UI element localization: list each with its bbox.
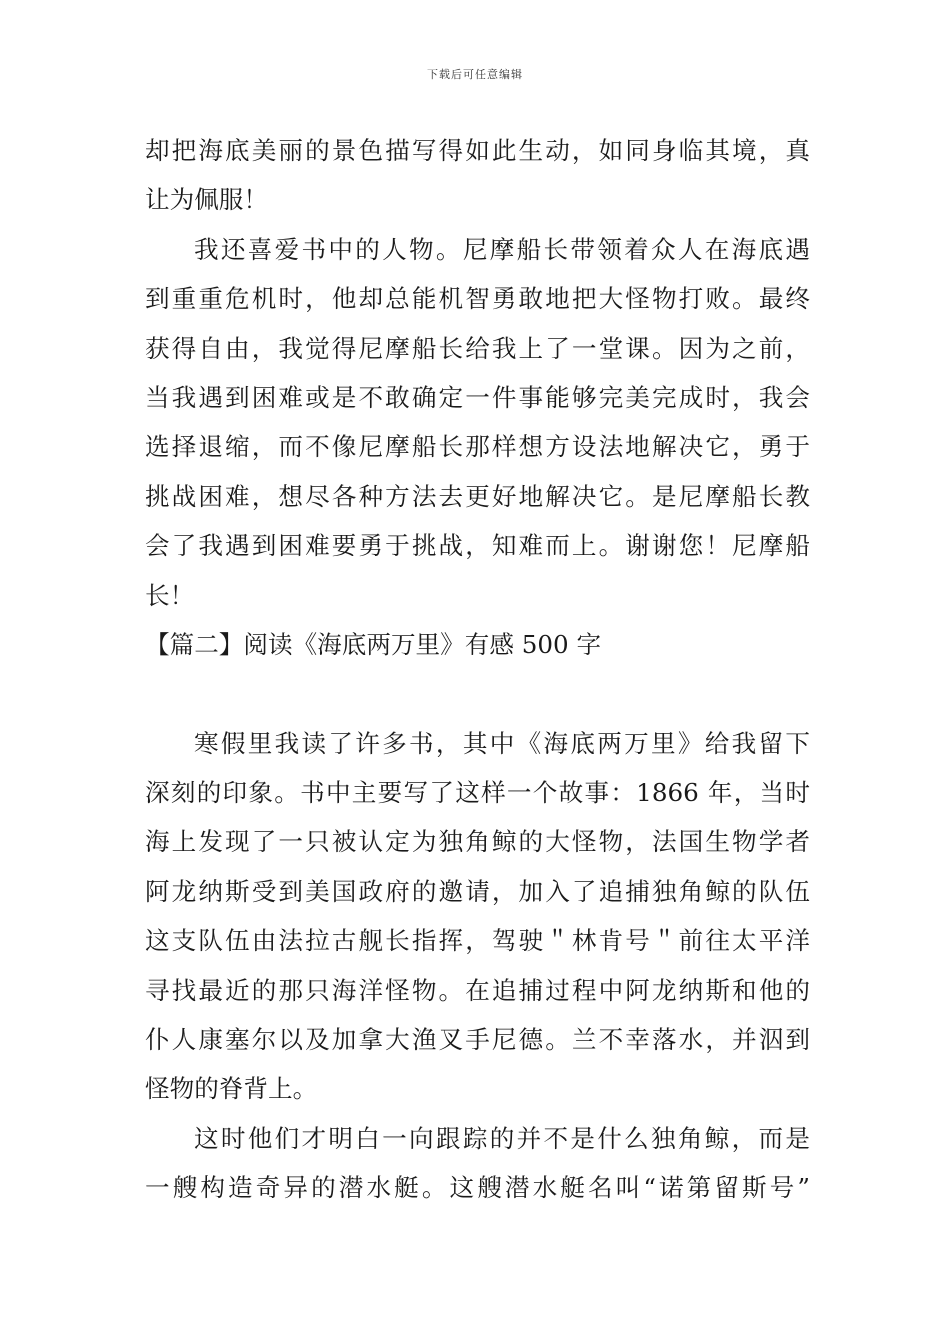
header-note: 下载后可任意编辑 bbox=[427, 68, 523, 81]
text-line: 仆人康塞尔以及加拿大渔叉手尼德。兰不幸落水，并泅到 bbox=[145, 1025, 810, 1055]
text-line: 寒假里我读了许多书，其中《海底两万里》给我留下 bbox=[194, 728, 810, 758]
text-line: 海上发现了一只被认定为独角鲸的大怪物，法国生物学者 bbox=[145, 827, 810, 857]
text-line: 阿龙纳斯受到美国政府的邀请，加入了追捕独角鲸的队伍 bbox=[145, 876, 810, 906]
text-line: 这时他们才明白一向跟踪的并不是什么独角鲸，而是 bbox=[194, 1123, 810, 1153]
text-line: 寻找最近的那只海洋怪物。在追捕过程中阿龙纳斯和他的 bbox=[145, 975, 810, 1005]
text-line: 却把海底美丽的景色描写得如此生动，如同身临其境，真 bbox=[145, 136, 810, 165]
document-body bbox=[145, 126, 810, 1213]
text-line: 到重重危机时，他却总能机智勇敢地把大怪物打败。最终 bbox=[145, 284, 810, 314]
text-line: 挑战困难，想尽各种方法去更好地解决它。是尼摩船长教 bbox=[145, 481, 810, 511]
text-line: 这支队伍由法拉古舰长指挥，驾驶＂林肯号＂前往太平洋 bbox=[145, 926, 810, 956]
text-line: 一艘构造奇异的潜水艇。这艘潜水艇名叫“诺第留斯号” bbox=[145, 1173, 810, 1203]
text-line: 获得自由，我觉得尼摩船长给我上了一堂课。因为之前， bbox=[145, 333, 810, 363]
text-line: 选择退缩，而不像尼摩船长那样想方设法地解决它，勇于 bbox=[145, 432, 810, 462]
text-line: 当我遇到困难或是不敢确定一件事能够完美完成时，我会 bbox=[145, 382, 810, 412]
text-line: 我还喜爱书中的人物。尼摩船长带领着众人在海底遇 bbox=[194, 234, 810, 264]
text-line: 怪物的脊背上。 bbox=[145, 1074, 318, 1104]
paragraph-gap bbox=[145, 669, 810, 718]
text-line: 会了我遇到困难要勇于挑战，知难而上。谢谢您！尼摩船 bbox=[145, 531, 810, 561]
text-line: 让为佩服！ bbox=[145, 185, 268, 215]
text-line: 深刻的印象。书中主要写了这样一个故事：1866 年，当时 bbox=[145, 778, 810, 808]
section-heading: 【篇二】阅读《海底两万里》有感 500 字 bbox=[145, 629, 602, 659]
text-line: 长！ bbox=[145, 580, 195, 610]
